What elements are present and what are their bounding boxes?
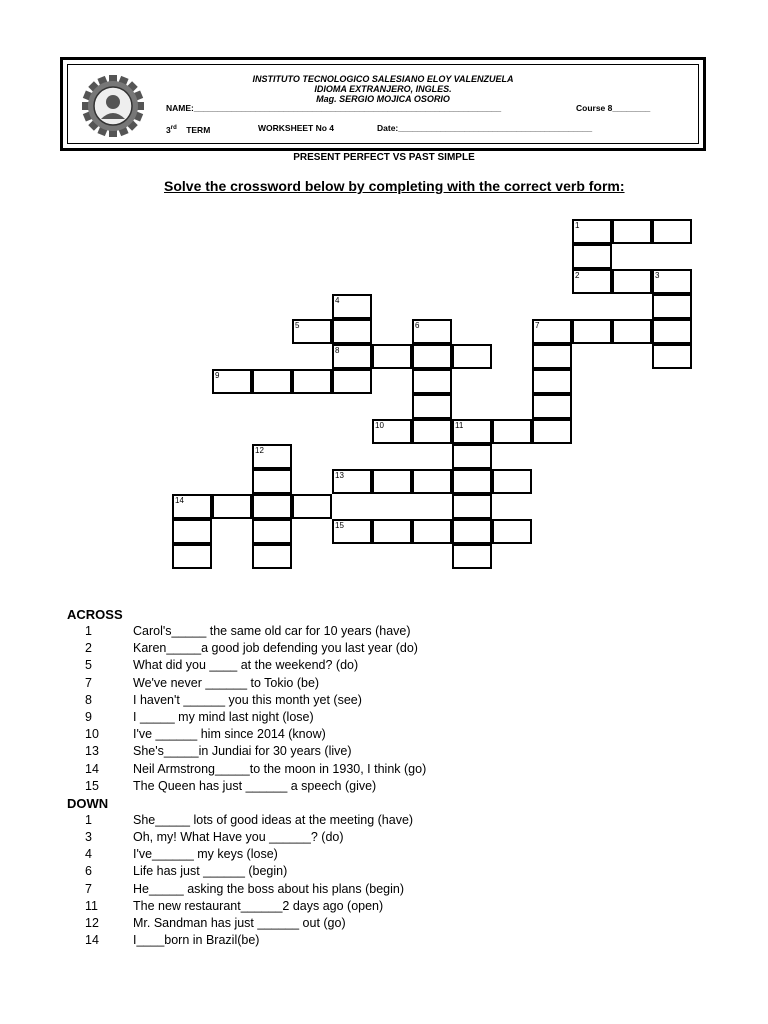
clue-num: 14 [85, 761, 99, 776]
worksheet-instruction: Solve the crossword below by completing with the correct verb form: [164, 178, 625, 194]
down-heading: DOWN [67, 795, 109, 811]
down-clue [67, 846, 707, 863]
crossword-cell[interactable] [652, 269, 692, 294]
crossword-cell[interactable] [652, 344, 692, 369]
crossword-cell[interactable] [452, 494, 492, 519]
clue-number: 13 [335, 471, 344, 480]
across-heading: ACROSS [67, 607, 123, 622]
down-clue [67, 812, 707, 829]
clue-text: Carol's_____ the same old car for 10 years (have) [133, 624, 411, 638]
subject-name: IDIOMA EXTRANJERO, INGLES. [314, 84, 452, 94]
name-field[interactable]: NAME:_________________________________________________________________ [166, 103, 502, 113]
crossword-cell[interactable] [652, 294, 692, 319]
crossword-cell[interactable] [252, 519, 292, 544]
clue-number: 3 [655, 271, 660, 280]
crossword-cell[interactable] [652, 219, 692, 244]
crossword-cell[interactable] [292, 319, 332, 344]
crossword-cell[interactable] [412, 369, 452, 394]
across-clue [67, 709, 707, 726]
crossword-cell[interactable] [492, 519, 532, 544]
clue-text: I've______ my keys (lose) [133, 847, 278, 862]
clue-number: 15 [335, 521, 344, 530]
crossword-cell[interactable] [412, 344, 452, 369]
crossword-cell[interactable] [452, 444, 492, 469]
crossword-cell[interactable] [252, 369, 292, 394]
across-clue [67, 778, 707, 795]
crossword-cell[interactable] [172, 544, 212, 569]
clue-number: 4 [335, 296, 340, 305]
crossword-cell[interactable] [332, 344, 372, 369]
clue-text: He_____ asking the boss about his plans (begin) [133, 881, 405, 896]
worksheet-header-inner [67, 64, 699, 144]
across-clue [67, 761, 707, 778]
across-clue [67, 692, 707, 709]
clue-num: 7 [85, 881, 92, 896]
crossword-cell[interactable] [452, 544, 492, 569]
school-name: INSTITUTO TECNOLOGICO SALESIANO ELOY VALENZUELA [252, 74, 514, 84]
course-field[interactable]: Course 8________ [576, 103, 651, 113]
crossword-cell[interactable] [372, 344, 412, 369]
crossword-cell[interactable] [252, 469, 292, 494]
crossword-cell[interactable] [532, 419, 572, 444]
crossword-cell[interactable] [332, 294, 372, 319]
clue-number: 6 [415, 321, 420, 330]
worksheet-subtitle: PRESENT PERFECT VS PAST SIMPLE [293, 152, 475, 163]
crossword-cell[interactable] [252, 494, 292, 519]
across-clue [67, 640, 707, 657]
clue-num: 7 [85, 675, 92, 690]
clue-number: 11 [455, 421, 464, 430]
crossword-cell[interactable] [412, 394, 452, 419]
across-clue [67, 657, 707, 674]
crossword-cell[interactable] [412, 469, 452, 494]
worksheet-header [60, 57, 706, 151]
down-clue [67, 898, 707, 915]
across-clue [67, 743, 707, 760]
clue-number: 10 [375, 421, 384, 430]
crossword-cell[interactable] [172, 519, 212, 544]
clue-text: Mr. Sandman has just ______ out (go) [133, 916, 346, 930]
clue-text: Neil Armstrong_____to the moon in 1930, I think (go) [133, 761, 427, 776]
crossword-cell[interactable] [452, 519, 492, 544]
clue-number: 14 [175, 496, 184, 505]
down-clue [67, 932, 707, 949]
crossword-cell[interactable] [212, 369, 252, 394]
clue-text: The Queen has just ______ a speech (give) [133, 778, 377, 793]
clue-text: She_____ lots of good ideas at the meeting (have) [133, 812, 414, 827]
crossword-cell[interactable] [572, 244, 612, 269]
crossword-cell[interactable] [652, 319, 692, 344]
across-clue [67, 726, 707, 743]
clue-num: 2 [85, 641, 92, 656]
clue-num: 12 [85, 916, 99, 930]
clue-text: She's_____in Jundiai for 30 years (live) [133, 744, 352, 759]
crossword-cell[interactable] [412, 319, 452, 344]
clue-number: 9 [215, 371, 220, 380]
clue-text: I've ______ him since 2014 (know) [133, 727, 326, 742]
down-clue [67, 829, 707, 846]
crossword-cell[interactable] [212, 494, 252, 519]
crossword-cell[interactable] [252, 444, 292, 469]
crossword-cell[interactable] [372, 519, 412, 544]
crossword-cell[interactable] [532, 344, 572, 369]
crossword-cell[interactable] [452, 419, 492, 444]
teacher-name: Mag. SERGIO MOJICA OSORIO [316, 94, 450, 104]
crossword-cell[interactable] [612, 269, 652, 294]
down-clue [67, 915, 707, 932]
clue-number: 7 [535, 321, 540, 330]
crossword-cell[interactable] [572, 219, 612, 244]
clue-num: 1 [85, 812, 92, 827]
clue-num: 1 [85, 624, 92, 638]
crossword-cell[interactable] [612, 319, 652, 344]
crossword-cell[interactable] [612, 219, 652, 244]
crossword-cell[interactable] [492, 419, 532, 444]
crossword-cell[interactable] [452, 344, 492, 369]
clue-text: Oh, my! What Have you ______? (do) [133, 830, 344, 845]
clue-num: 13 [85, 744, 99, 759]
crossword-cell[interactable] [172, 494, 212, 519]
across-clue [67, 675, 707, 692]
across-clue [67, 623, 707, 640]
crossword-cell[interactable] [532, 394, 572, 419]
clue-text: Life has just ______ (begin) [133, 864, 288, 879]
clue-number: 2 [575, 271, 580, 280]
crossword-cell[interactable] [572, 319, 612, 344]
crossword-cell[interactable] [532, 369, 572, 394]
crossword-cell[interactable] [412, 419, 452, 444]
clue-text: The new restaurant______2 days ago (open) [133, 898, 384, 913]
crossword-cell[interactable] [332, 469, 372, 494]
clue-text: I haven't ______ you this month yet (see) [133, 692, 362, 707]
crossword-cell[interactable] [332, 519, 372, 544]
clue-text: We've never ______ to Tokio (be) [133, 675, 320, 690]
term-label: 3rd TERM [166, 124, 211, 135]
crossword-cell[interactable] [532, 319, 572, 344]
crossword-cell[interactable] [372, 469, 412, 494]
clue-number: 12 [255, 446, 264, 455]
clues-section [67, 606, 707, 949]
clue-number: 8 [335, 346, 340, 355]
down-clue [67, 863, 707, 880]
clue-num: 4 [85, 847, 92, 862]
date-field[interactable]: Date:_________________________________________ [377, 123, 593, 133]
clue-text: Karen_____a good job defending you last year (do) [133, 641, 418, 656]
clue-text: I____born in Brazil(be) [133, 933, 260, 948]
clue-num: 11 [85, 898, 98, 913]
crossword-cell[interactable] [332, 369, 372, 394]
clue-num: 15 [85, 778, 99, 793]
clue-text: I _____ my mind last night (lose) [133, 709, 314, 724]
clue-num: 5 [85, 658, 92, 673]
crossword-cell[interactable] [292, 494, 332, 519]
worksheet-number: WORKSHEET No 4 [258, 123, 335, 133]
clue-num: 8 [85, 692, 92, 707]
crossword-cell[interactable] [572, 269, 612, 294]
crossword-cell[interactable] [252, 544, 292, 569]
clue-num: 10 [85, 727, 99, 742]
crossword-cell[interactable] [292, 369, 332, 394]
clue-num: 6 [85, 864, 92, 879]
crossword-cell[interactable] [332, 319, 372, 344]
crossword-cell[interactable] [412, 519, 452, 544]
clue-number: 5 [295, 321, 300, 330]
clue-number: 1 [575, 221, 580, 230]
crossword-cell[interactable] [492, 469, 532, 494]
clue-num: 3 [85, 830, 92, 845]
crossword-cell[interactable] [452, 469, 492, 494]
clue-text: What did you ____ at the weekend? (do) [133, 658, 359, 673]
clue-num: 9 [85, 709, 92, 724]
clue-num: 14 [85, 933, 99, 948]
crossword-cell[interactable] [372, 419, 412, 444]
down-clue [67, 881, 707, 898]
